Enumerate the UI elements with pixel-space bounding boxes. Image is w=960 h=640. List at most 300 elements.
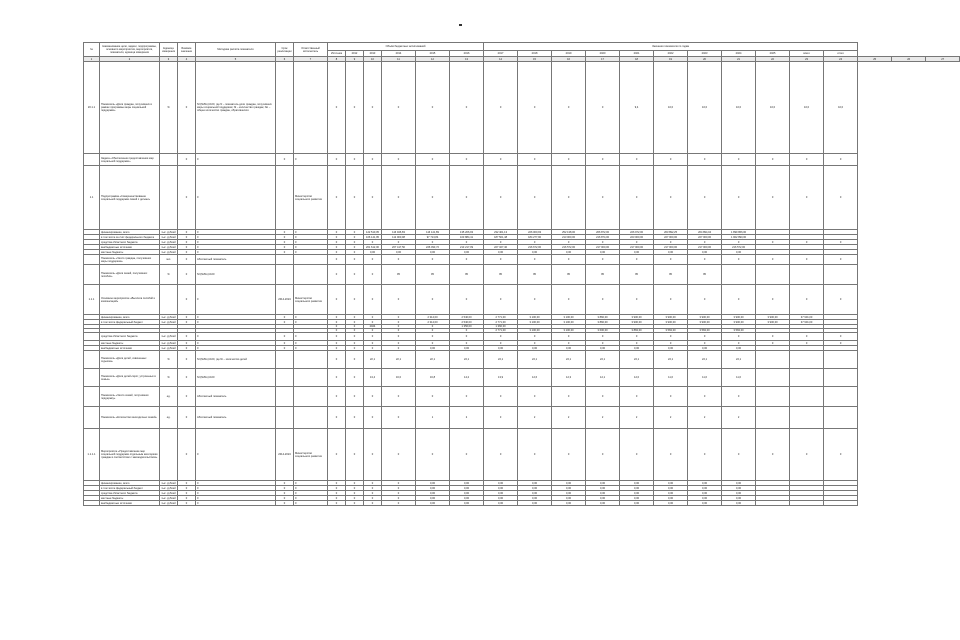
cell-value: 227 327,40 — [484, 245, 518, 250]
cell-exec — [294, 351, 328, 369]
cell-value: 3 584,00 — [688, 329, 722, 333]
cell-value: 0 — [328, 387, 346, 407]
cell-value: 0 — [518, 154, 552, 166]
cell-num — [84, 369, 100, 387]
cell-value: 0 — [552, 255, 586, 265]
cell-basic: 0 — [178, 491, 196, 496]
cell-value: 0 — [364, 496, 382, 501]
column-index-cell: 1 — [84, 57, 100, 62]
cell-value: 95 — [518, 265, 552, 285]
cell-value: 216 874,00 — [586, 235, 620, 240]
cell-value: 0,00 — [450, 250, 484, 255]
cell-basic: 0 — [178, 501, 196, 506]
cell-value: 22,1 — [552, 351, 586, 369]
cell-value: 0 — [722, 255, 756, 265]
cell-value: 0,00 — [518, 496, 552, 501]
cell-value — [824, 265, 858, 285]
cell-basic: 0 — [178, 351, 196, 369]
cell-value: 0 — [654, 166, 688, 230]
cell-value: 3 100,00 — [552, 320, 586, 325]
cell-value: 0 — [346, 166, 364, 230]
cell-value: 0,00 — [450, 346, 484, 351]
cell-value: 37 901,00 — [790, 315, 824, 320]
cell-value: 1 366,00 — [484, 325, 518, 329]
cell-value: 95 — [552, 265, 586, 285]
cell-value: 252 138,00 — [552, 230, 586, 235]
cell-value: 0,00 — [552, 250, 586, 255]
cell-value: 0 — [824, 429, 858, 481]
cell-value: 0 — [484, 240, 518, 245]
cell-value: 0,00 — [484, 346, 518, 351]
cell-value: 2 — [654, 407, 688, 429]
cell-value — [756, 387, 790, 407]
cell-value: 0 — [328, 496, 346, 501]
cell-value: 2 — [722, 407, 756, 429]
cell-value: 0 — [346, 501, 364, 506]
cell-value: 22,1 — [654, 351, 688, 369]
cell-exec: 0 — [294, 154, 328, 166]
cell-value: 216 572,00 — [722, 245, 756, 250]
subheader-cell: итого — [824, 51, 858, 57]
cell-value: 0,00 — [722, 481, 756, 486]
cell-value: 0 — [654, 333, 688, 341]
cell-value: 0,00 — [484, 496, 518, 501]
cell-value: 2 — [552, 407, 586, 429]
cell-value — [790, 351, 824, 369]
cell-value: 2 — [688, 407, 722, 429]
cell-value — [824, 351, 858, 369]
col-method-header: Методика расчёта показателя — [196, 43, 276, 57]
cell-method: N=(Ni/No)×100, где Ni – количество детей — [196, 351, 276, 369]
cell-value: 0,00 — [722, 486, 756, 491]
cell-value: 0,00 — [654, 486, 688, 491]
cell-value: 0 — [382, 325, 416, 329]
cell-value: 0,00 — [722, 250, 756, 255]
cell-unit: тыс. рублей — [161, 250, 176, 254]
cell-value: 0 — [328, 265, 346, 285]
cell-unit: тыс. рублей — [161, 240, 176, 244]
cell-value: 16,0 — [382, 369, 416, 387]
cell-value: 3 882,00 — [586, 315, 620, 320]
cell-value: 0 — [790, 341, 824, 346]
cell-value: 0 — [552, 154, 586, 166]
cell-exec: 0 — [294, 245, 328, 250]
cell-value: 0 — [688, 154, 722, 166]
cell-value: 0 — [364, 501, 382, 506]
cell-value: 0 — [364, 166, 382, 230]
col-num-header: № — [84, 43, 100, 57]
cell-value: 0 — [450, 166, 484, 230]
cell-basic: 0 — [178, 230, 196, 235]
cell-value: 1 356,00 — [450, 325, 484, 329]
cell-period — [276, 265, 294, 285]
cell-value — [824, 407, 858, 429]
cell-value: 0 — [518, 387, 552, 407]
cell-basic: 0 — [178, 407, 196, 429]
cell-name: финансирование, всего — [100, 481, 160, 486]
cell-value: 0 — [620, 240, 654, 245]
cell-value: 263 892,25 — [654, 230, 688, 235]
cell-exec: 0 — [294, 320, 328, 325]
column-index-cell: 5 — [196, 57, 276, 62]
cell-value: 0 — [450, 341, 484, 346]
cell-value: 0 — [364, 265, 382, 285]
cell-period: 0 — [276, 341, 294, 346]
cell-value: 10,0 — [654, 62, 688, 154]
col-period-header: Срок реализации — [276, 43, 294, 57]
cell-value: 12,1 — [586, 369, 620, 387]
cell-value: 0 — [346, 320, 364, 325]
cell-value: 0 — [620, 285, 654, 315]
cell-method: 0 — [196, 250, 276, 255]
subheader-cell: 2024 — [722, 51, 756, 57]
subheader-cell: 2020 — [586, 51, 620, 57]
cell-value: 95 — [586, 265, 620, 285]
cell-value: 0 — [346, 351, 364, 369]
cell-value: 22,1 — [722, 351, 756, 369]
cell-value: 207 417,50 — [382, 245, 416, 250]
cell-value: 13,9 — [484, 369, 518, 387]
cell-unit: % — [160, 369, 178, 387]
cell-value: 0 — [346, 329, 364, 333]
cell-value: 0,00 — [552, 491, 586, 496]
cell-value: 95 — [484, 265, 518, 285]
cell-value: 0,00 — [484, 491, 518, 496]
cell-value: 22,1 — [620, 351, 654, 369]
cell-value: 22,1 — [382, 351, 416, 369]
cell-value: 0 — [518, 429, 552, 481]
cell-value: 0,00 — [382, 250, 416, 255]
cell-value: 0 — [688, 429, 722, 481]
cell-value: 0 — [382, 486, 416, 491]
cell-value: 0 — [328, 481, 346, 486]
cell-value: 0 — [586, 333, 620, 341]
cell-value: 0 — [382, 285, 416, 315]
cell-value: 0 — [484, 429, 518, 481]
table-row — [84, 255, 960, 265]
cell-name: местные бюджеты — [100, 341, 160, 346]
cell-method: N=(Ni/No)×100, где N – показатель доли граждан, получивших меры социальной поддержки; Ni – количество граждан; No – общее количество граждан, обратившихся — [196, 62, 276, 154]
cell-value: 0 — [416, 329, 450, 333]
cell-value — [790, 265, 824, 285]
cell-value: 0 — [654, 154, 688, 166]
cell-value: 0 — [620, 429, 654, 481]
column-index-cell: 2 — [100, 57, 160, 62]
cell-value: 0 — [364, 429, 382, 481]
cell-value: 2 — [586, 407, 620, 429]
cell-value: 0 — [382, 333, 416, 341]
table-row — [84, 285, 960, 315]
cell-value: 3 900,00 — [756, 320, 790, 325]
cell-value: 0 — [364, 481, 382, 486]
cell-value: 0,00 — [450, 486, 484, 491]
cell-value: 0,00 — [722, 491, 756, 496]
cell-value: 0,00 — [518, 346, 552, 351]
cell-exec: 0 — [294, 341, 328, 346]
cell-value: 0 — [328, 245, 346, 250]
cell-period: 0 — [276, 154, 294, 166]
cell-value: 0 — [756, 333, 790, 341]
cell-value: 22,1 — [364, 351, 382, 369]
cell-value: 0 — [416, 333, 450, 341]
cell-value: 95 — [688, 265, 722, 285]
cell-num: 1.1.1.1 — [84, 429, 100, 481]
col-exec-header: Ответственный исполнитель — [294, 43, 328, 57]
cell-value — [824, 369, 858, 387]
cell-value: 0 — [346, 230, 364, 235]
cell-value: 227 000,00 — [688, 235, 722, 240]
cell-value: 0 — [382, 315, 416, 320]
cell-method: 0 — [196, 154, 276, 166]
cell-value: 0,00 — [654, 491, 688, 496]
cell-basic: 0 — [178, 245, 196, 250]
cell-value: 0 — [346, 346, 364, 351]
cell-value: 0,00 — [654, 496, 688, 501]
cell-value: 22,1 — [484, 351, 518, 369]
cell-value: 0 — [346, 325, 364, 329]
cell-value: 0 — [688, 333, 722, 341]
cell-value: 0 — [484, 62, 518, 154]
table-row — [84, 351, 960, 369]
cell-unit — [160, 285, 178, 315]
cell-value: 0 — [756, 240, 790, 245]
cell-value: 0 — [364, 255, 382, 265]
cell-name: Основное мероприятие «Выплата пособий и компенсаций» — [100, 285, 160, 315]
subheader-cell: 2018 — [518, 51, 552, 57]
cell-value: 0 — [722, 240, 756, 245]
cell-value: 0 — [450, 240, 484, 245]
column-index-cell: 27 — [926, 57, 960, 62]
cell-value: 0 — [382, 255, 416, 265]
cell-num — [84, 265, 100, 285]
cell-value: 0 — [382, 501, 416, 506]
subheader-cell: 2014 — [382, 51, 416, 57]
cell-value: 0,00 — [586, 501, 620, 506]
subheader-cell: 2017 — [484, 51, 518, 57]
column-index-cell: 19 — [654, 57, 688, 62]
cell-value: 0 — [382, 329, 416, 333]
cell-basic: 0 — [178, 486, 196, 491]
cell-name: в том числе федеральный бюджет — [100, 320, 160, 325]
cell-value: 0 — [586, 154, 620, 166]
cell-exec: 0 — [294, 486, 328, 491]
cell-period: 0 — [276, 501, 294, 506]
cell-value: 0 — [382, 320, 416, 325]
cell-num: 1.1.1 — [84, 285, 100, 315]
cell-value: 0 — [484, 387, 518, 407]
cell-value: 10,0 — [824, 62, 858, 154]
cell-name: Показатель «Доля граждан, получивших в рамках программы меры социальной поддержки» — [100, 62, 160, 154]
cell-value: 0 — [328, 250, 346, 255]
subheader-cell: 2015 — [416, 51, 450, 57]
cell-value: 0 — [346, 240, 364, 245]
cell-value: 0,00 — [688, 486, 722, 491]
cell-value: 0 — [346, 486, 364, 491]
cell-unit: % — [160, 265, 178, 285]
values-group-header: Значения показателя по годам — [484, 43, 858, 51]
cell-value: 0 — [416, 325, 450, 329]
cell-value: 0 — [416, 255, 450, 265]
cell-value: 0 — [382, 240, 416, 245]
cell-value — [824, 501, 858, 506]
cell-value: 0 — [790, 154, 824, 166]
cell-period: 0 — [276, 240, 294, 245]
cell-value: 0,00 — [586, 486, 620, 491]
cell-value: 216 672,00 — [518, 245, 552, 250]
cell-value: 0 — [416, 166, 450, 230]
cell-value: 0 — [824, 285, 858, 315]
cell-value: 3 — [484, 407, 518, 429]
cell-value: 2 540,00 — [450, 320, 484, 325]
subheader-cell: 2012 — [346, 51, 364, 57]
cell-value: 0 — [824, 333, 858, 341]
cell-unit: тыс. рублей — [161, 320, 176, 324]
cell-num — [84, 387, 100, 407]
cell-value: 0 — [382, 166, 416, 230]
cell-value: 3 900,00 — [654, 315, 688, 320]
cell-value: 266 872,00 — [586, 230, 620, 235]
cell-value: 0,00 — [586, 496, 620, 501]
cell-value: 0,00 — [484, 481, 518, 486]
cell-value: 0 — [484, 285, 518, 315]
cell-value: 0 — [756, 255, 790, 265]
column-index-cell: 4 — [178, 57, 196, 62]
cell-exec: 0 — [294, 235, 328, 240]
cell-exec — [294, 407, 328, 429]
cell-value: 95 — [382, 265, 416, 285]
cell-basic: 0 — [178, 154, 196, 166]
cell-name: финансирование, всего — [100, 315, 160, 320]
cell-value: 0 — [328, 320, 346, 325]
cell-value: 0 — [382, 62, 416, 154]
cell-method: Абсолютный показатель — [196, 407, 276, 429]
cell-value: 0 — [790, 285, 824, 315]
cell-value: 0,00 — [688, 250, 722, 255]
cell-value: 3 600,00 — [586, 329, 620, 333]
column-index-cell: 26 — [892, 57, 926, 62]
cell-unit: тыс. рублей — [161, 486, 176, 490]
cell-value: 0 — [586, 240, 620, 245]
cell-exec: 0 — [294, 250, 328, 255]
cell-value: 0 — [824, 240, 858, 245]
cell-value: 0 — [382, 491, 416, 496]
cell-value: 0 — [756, 166, 790, 230]
cell-basic: 0 — [178, 285, 196, 315]
cell-value: 122 510,05 — [364, 230, 382, 235]
cell-value: 223 000,00 — [620, 235, 654, 240]
cell-value: 11,6 — [654, 369, 688, 387]
cell-basic: 0 — [178, 265, 196, 285]
cell-value: 95 — [620, 265, 654, 285]
cell-value: 0 — [328, 329, 346, 333]
cell-value: 0 — [328, 341, 346, 346]
cell-basic: 0 — [178, 166, 196, 230]
cell-exec — [294, 265, 328, 285]
cell-exec: 0 — [294, 230, 328, 235]
cell-period: 0 — [276, 333, 294, 341]
cell-value: 0,00 — [450, 491, 484, 496]
cell-value: 2 314,00 — [416, 315, 450, 320]
cell-value: 0 — [328, 255, 346, 265]
cell-value: 0 — [364, 154, 382, 166]
cell-period — [276, 369, 294, 387]
cell-value: 0,00 — [484, 486, 518, 491]
cell-value: 10,0 — [756, 62, 790, 154]
cell-value: 217 000,00 — [620, 245, 654, 250]
cell-num — [84, 351, 100, 369]
cell-value: 0 — [518, 285, 552, 315]
cell-value: 0 — [328, 407, 346, 429]
cell-value: 0 — [382, 407, 416, 429]
cell-name: местные бюджеты — [100, 496, 160, 501]
cell-value: 0 — [586, 62, 620, 154]
cell-period: 0 — [276, 491, 294, 496]
cell-value: 0 — [484, 333, 518, 341]
cell-value: 1 902 890,00 — [722, 235, 756, 240]
cell-value: 12,6 — [518, 369, 552, 387]
cell-value: 0 — [484, 341, 518, 346]
cell-value: 0 — [346, 235, 364, 240]
cell-value: 3 900,00 — [688, 315, 722, 320]
cell-value: 0 — [382, 429, 416, 481]
cell-method: 0 — [196, 245, 276, 250]
column-index-cell: 6 — [276, 57, 294, 62]
cell-name: внебюджетные источники — [100, 245, 160, 250]
cell-method: Абсолютный показатель — [196, 387, 276, 407]
cell-value — [756, 351, 790, 369]
cell-basic: 0 — [178, 346, 196, 351]
cell-period — [276, 255, 294, 265]
cell-value: 0 — [328, 62, 346, 154]
cell-exec — [294, 369, 328, 387]
cell-value: 0 — [552, 341, 586, 346]
cell-value: 0,00 — [552, 496, 586, 501]
cell-value: 0,00 — [450, 481, 484, 486]
cell-value: 0,00 — [450, 496, 484, 501]
cell-value: 11,6 — [688, 369, 722, 387]
cell-period: 0 — [276, 496, 294, 501]
cell-value: 95 — [450, 265, 484, 285]
cell-value: 2 771,00 — [484, 315, 518, 320]
column-index-cell: 10 — [364, 57, 382, 62]
cell-value: 0 — [688, 240, 722, 245]
cell-value: 0 — [416, 62, 450, 154]
column-index-cell: 9 — [346, 57, 364, 62]
cell-basic: 0 — [178, 250, 196, 255]
cell-value: 0 — [756, 341, 790, 346]
cell-unit: ед. — [160, 387, 178, 407]
cell-value: 3 100,00 — [518, 320, 552, 325]
cell-value: 3 100,00 — [518, 329, 552, 333]
cell-value: 0,00 — [586, 491, 620, 496]
cell-value: 216 572,00 — [552, 245, 586, 250]
cell-value: 3 900,00 — [620, 320, 654, 325]
cell-period — [276, 62, 294, 154]
cell-value: 0 — [586, 341, 620, 346]
cell-value: 3 584,00 — [654, 329, 688, 333]
cell-value: 0,00 — [620, 501, 654, 506]
cell-num: 20.1.1 — [84, 62, 100, 154]
cell-period — [276, 387, 294, 407]
finance-group-header: Объём бюджетных ассигнований — [328, 43, 484, 51]
cell-value: 0 — [346, 285, 364, 315]
cell-value: 0 — [328, 315, 346, 320]
cell-basic: 0 — [178, 315, 196, 320]
cell-exec: Министерство социального развития — [294, 166, 328, 230]
cell-value: 22,1 — [416, 351, 450, 369]
cell-method: 0 — [196, 486, 276, 491]
cell-value: 95 — [654, 265, 688, 285]
